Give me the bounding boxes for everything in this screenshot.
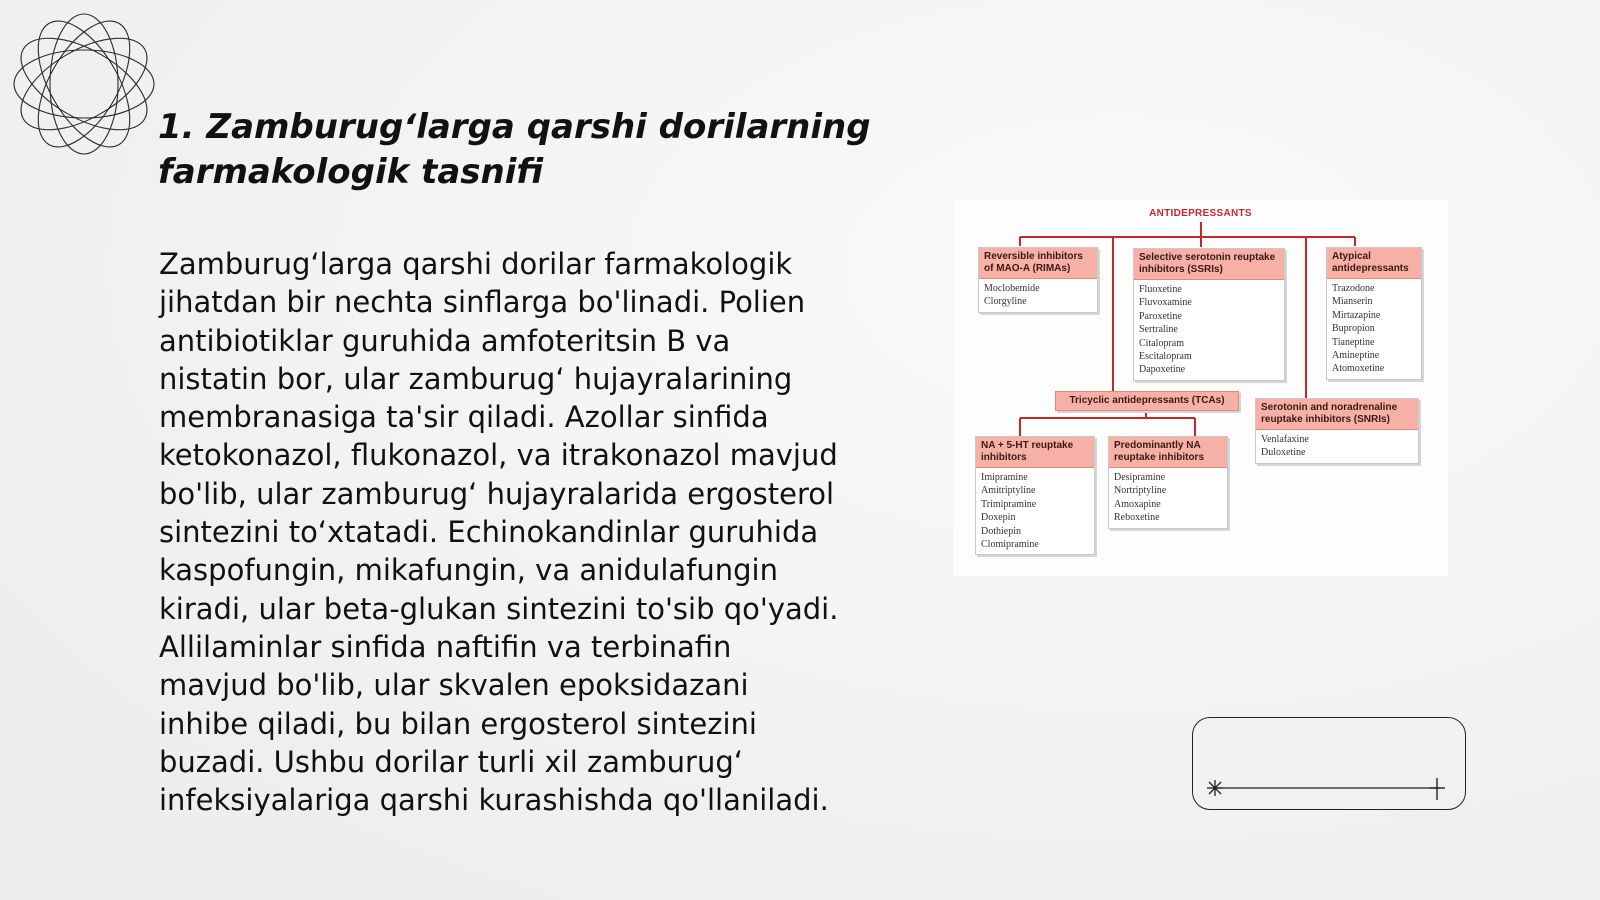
slide-title: 1. Zamburug‘larga qarshi dorilarning farmakologik tasnifi [158,107,871,192]
box-na5ht-items [976,468,1094,554]
drug-item: Trimipramine [981,498,1037,510]
box-na5ht [975,436,1095,555]
drug-item: Citalopram [1139,337,1184,349]
box-predna [1108,436,1228,529]
box-rimas-items [979,279,1097,312]
decorative-line-icon [1193,718,1465,809]
box-predna-items [1109,468,1227,528]
drug-item: Reboxetine [1114,512,1160,524]
drug-item: Amitriptyline [981,485,1036,497]
drug-item: Moclobemide [984,283,1040,294]
drug-item: Fluoxetine [1139,284,1182,295]
box-ssris-head: Selective serotonin reuptake inhibitors (SSRIs) [1134,249,1284,280]
drug-item: Tianeptine [1332,336,1375,348]
box-ssris-items [1134,280,1284,380]
diagram-title: ANTIDEPRESSANTS [1149,208,1252,219]
box-snris-items [1256,430,1418,463]
antidepressants-diagram [953,200,1448,576]
drug-item: Mirtazapine [1332,309,1381,321]
drug-item: Amoxapine [1114,498,1161,510]
decorative-rounded-frame [1192,717,1466,810]
drug-item: Fluvoxamine [1139,297,1192,309]
drug-item: Duloxetine [1261,447,1306,459]
drug-item: Desipramine [1114,472,1166,483]
drug-item: Atomoxetine [1332,363,1385,375]
drug-item: Mianserin [1332,296,1373,308]
box-snris-head: Serotonin and noradrenaline reuptake inhibitors (SNRIs) [1256,399,1418,430]
box-rimas-head: Reversible inhibitors of MAO-A (RIMAs) [979,248,1097,279]
drug-item: Clomipramine [981,539,1039,551]
drug-item: Venlafaxine [1261,434,1309,445]
drug-item: Imipramine [981,472,1028,483]
box-atypical-items [1327,279,1421,379]
drug-item: Paroxetine [1139,310,1182,322]
drug-item: Clorgyline [984,296,1027,308]
drug-item: Dapoxetine [1139,364,1186,376]
box-ssris [1133,248,1285,381]
drug-item: Doxepin [981,512,1016,524]
decorative-circles-icon [10,10,158,158]
drug-item: Amineptine [1332,350,1380,362]
drug-item: Dothiepin [981,525,1021,537]
slide-body-text: Zamburug‘larga qarshi dorilar farmakologik jihatdan bir nechta sinflarga bo'linadi. Polien antibiotiklar guruhida amfoteritsin B va nistatin bor, ular zamburug‘ hujayralarining membranasiga ta'sir qiladi. Azollar sinfida ketokonazol, flukonazol, va itrakonazol mavjud bo'lib, ular zamburug‘ hujayralarida ergosterol sintezini to‘xtatadi. Echinokandinlar guruhida kaspofungin, mikafungin, va anidulafungin kiradi, ular beta-glukan sintezini to'sib qo'yadi. Allilaminlar sinfida naftifin va terbinafin mavjud bo'lib, ular skvalen epoksidazani inhibe qiladi, bu bilan ergosterol sintezini buzadi. Ushbu dorilar turli xil zamburug‘ infeksiyalariga qarshi kurashishda qo'llaniladi. [159,247,839,818]
drug-item: Trazodone [1332,283,1375,294]
box-tcas-head: Tricyclic antidepressants (TCAs) [1055,391,1239,411]
drug-item: Escitalopram [1139,351,1192,363]
box-atypical-head: Atypical antidepressants [1327,248,1421,279]
box-atypical [1326,247,1422,380]
drug-item: Bupropion [1332,323,1375,335]
drug-item: Sertraline [1139,324,1178,336]
box-na5ht-head: NA + 5-HT reuptake inhibitors [976,437,1094,468]
box-rimas [978,247,1098,313]
box-snris [1255,398,1419,464]
box-predna-head: Predominantly NA reuptake inhibitors [1109,437,1227,468]
drug-item: Nortriptyline [1114,485,1167,497]
